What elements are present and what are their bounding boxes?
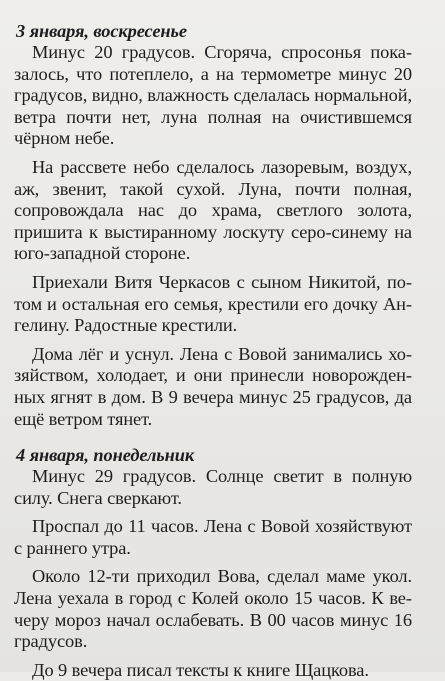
paragraph: До 9 вечера писал тексты к книге Щацкова.	[32, 659, 369, 680]
entry-heading: 3 января, воскресенье	[16, 21, 187, 41]
diary-entry-jan-3	[14, 20, 412, 430]
paragraph: Минус 29 градусов. Солнце светит в полную силу. Снега сверкают.	[14, 466, 412, 508]
entry-heading: 4 января, понедельник	[16, 445, 195, 466]
paragraph: Приехали Витя Черкасов с сыном Никитой, потом и остальная его семья, крестили его дочку Ангелину. Радостные крестили.	[14, 271, 412, 336]
paragraph: На рассвете небо сделалось лазоревым, воздух, аж, звенит, такой сухой. Луна, почти полная, сопровождала нас до храма, светлого золота, пришита к выстиранному лоскуту серо-синему на юго-западной стороне.	[14, 156, 412, 264]
paragraph: Минус 20 градусов. Сгоряча, спросонья показалось, что потеплело, а на термометре минус 20 градусов, видно, влажность сделалась нормальной, ветра почти нет, луна полная на очистившемся чёрном небе.	[14, 42, 412, 149]
paragraph: Около 12-ти приходил Вова, сделал маме укол. Лена уехала в город с Колей около 15 часов. К вечеру мороз начал ослабевать. В 00 часов минус 16 градусов.	[14, 566, 412, 652]
page-content	[14, 20, 412, 681]
diary-entry-jan-4	[14, 444, 412, 681]
paragraph: Дома лёг и уснул. Лена с Вовой занимались хозяйством, холодает, и они принесли новорожденных ягнят в дом. В 9 вечера минус 25 градусов, да ещё ветром тянет.	[14, 343, 412, 429]
paragraph: Проспал до 11 часов. Лена с Вовой хозяйствуют с раннего утра.	[14, 516, 412, 558]
